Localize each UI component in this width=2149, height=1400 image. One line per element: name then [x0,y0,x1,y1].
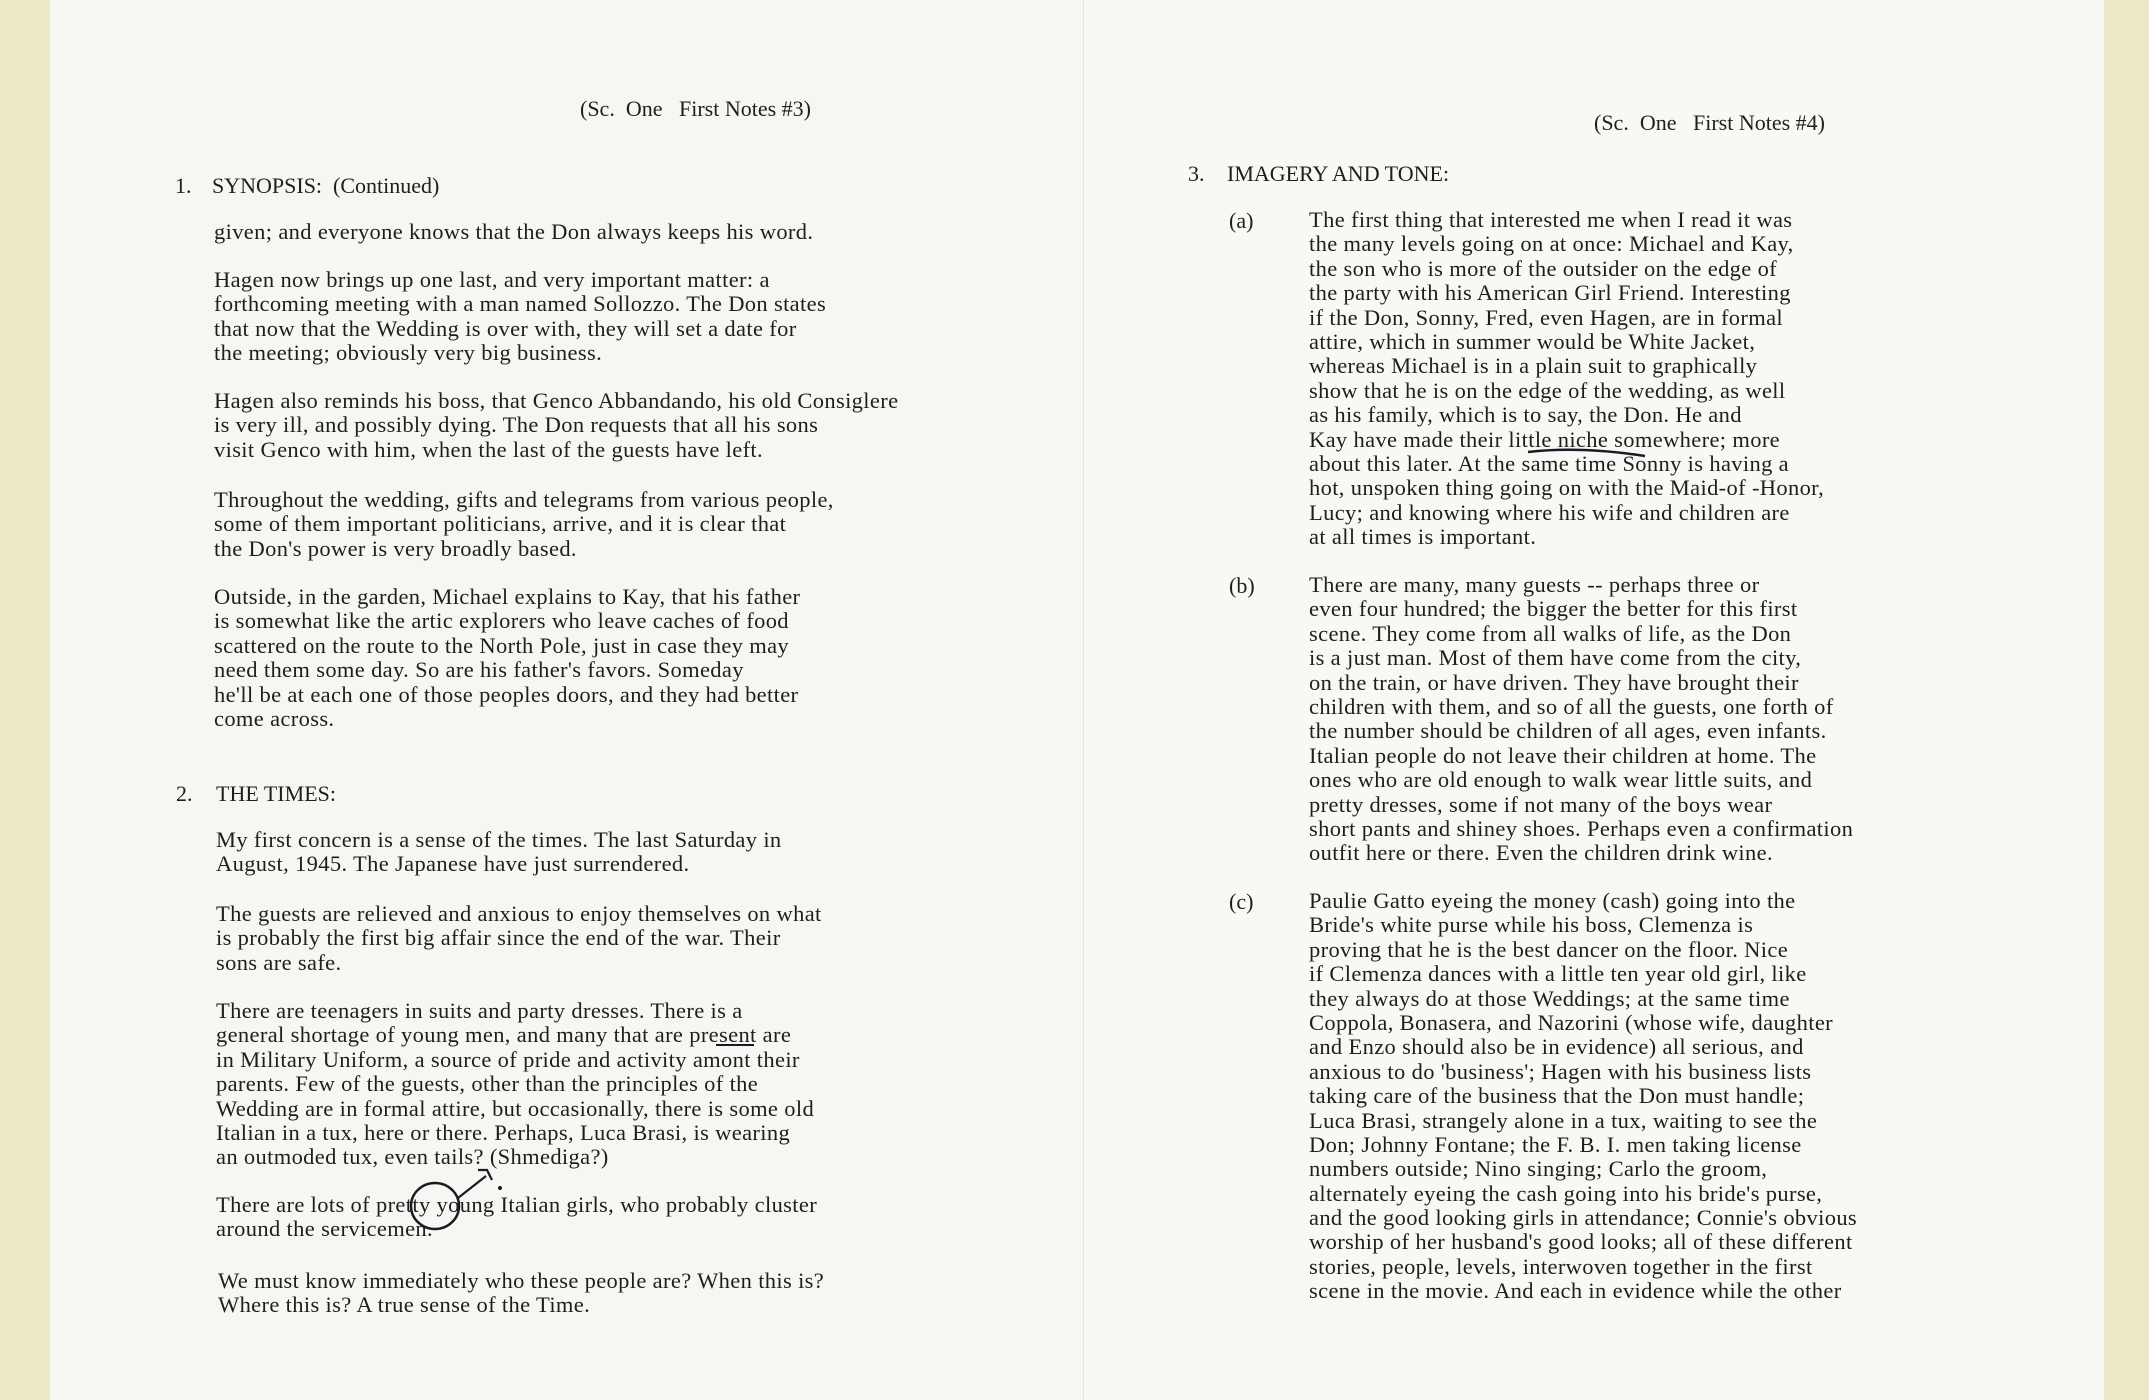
text-line: is very ill, and possibly dying. The Don requests that all his sons [214,412,819,438]
text-line: the meeting; obviously very big business. [214,340,603,366]
text-line: some of them important politicians, arrive, and it is clear that [214,511,787,537]
text-line: Outside, in the garden, Michael explains to Kay, that his father [214,584,801,609]
text-line: stories, people, levels, interwoven together in the first [1309,1253,1813,1279]
text-line: Don; Johnny Fontane; the F. B. I. men taking license [1309,1131,1802,1157]
text-line: even four hundred; the bigger the better for this first [1309,596,1798,622]
text-line: pretty dresses, some if not many of the boys wear [1309,791,1773,817]
text-line: There are many, many guests -- perhaps three or [1309,572,1760,597]
text-line: in Military Uniform, a source of pride and activity amont their [216,1046,800,1072]
text-line: whereas Michael is in a plain suit to graphically [1309,353,1758,379]
text-line: children with them, and so of all the guests, one forth of [1309,693,1834,719]
text-line: Luca Brasi, strangely alone in a tux, waiting to see the [1309,1107,1818,1133]
text-line: My first concern is a sense of the times. The last Saturday in [216,827,782,852]
section-title: SYNOPSIS: (Continued) [212,173,440,198]
paragraph [214,585,800,731]
text-line: is somewhat like the artic explorers who leave caches of food [214,608,789,634]
text-line: Kay have made their little niche somewhere; more [1309,426,1780,452]
text-line: Lucy; and knowing where his wife and children are [1309,499,1790,525]
item-text [1309,889,1857,1304]
text-line: need them some day. So are his father's favors. Someday [214,657,744,683]
text-line: as his family, which is to say, the Don. He and [1309,402,1742,428]
text-line: anxious to do 'business'; Hagen with his business lists [1309,1058,1812,1084]
text-line: alternately eyeing the cash going into his bride's purse, [1309,1180,1823,1206]
text-line: August, 1945. The Japanese have just surrendered. [216,851,690,877]
text-line: parents. Few of the guests, other than the principles of the [216,1071,759,1097]
text-line: scene in the movie. And each in evidence while the other [1309,1278,1842,1304]
section-number: 2. [176,781,193,806]
paragraph [216,999,814,1170]
text-line: Where this is? A true sense of the Time. [218,1292,591,1318]
text-line: Hagen now brings up one last, and very important matter: a [214,267,770,292]
text-line: an outmoded tux, even tails? (Shmediga?) [216,1144,609,1170]
text-line: proving that he is the best dancer on the floor. Nice [1309,936,1789,962]
text-line: The guests are relieved and anxious to enjoy themselves on what [216,901,822,926]
item-label: (c) [1229,889,1254,914]
text-line: taking care of the business that the Don must handle; [1309,1083,1805,1109]
section-title: IMAGERY AND TONE: [1227,161,1450,186]
text-line: The first thing that interested me when I read it was [1309,207,1793,232]
text-line: if Clemenza dances with a little ten year old girl, like [1309,961,1807,987]
paragraph [216,1193,817,1242]
paragraph [216,828,782,877]
text-line: hot, unspoken thing going on with the Maid-of -Honor, [1309,475,1825,501]
text-line: given; and everyone knows that the Don always keeps his word. [214,219,814,244]
text-line: ones who are old enough to walk wear little suits, and [1309,767,1813,793]
paragraph [216,902,822,975]
text-line: and Enzo should also be in evidence) all serious, and [1309,1034,1804,1060]
text-line: We must know immediately who these people are? When this is? [218,1268,825,1293]
item-text [1309,573,1853,866]
paragraph [214,268,826,366]
text-line: they always do at those Weddings; at the same time [1309,985,1790,1011]
text-line: around the servicemen. [216,1216,433,1242]
text-line: that now that the Wedding is over with, they will set a date for [214,315,797,341]
section-title: THE TIMES: [216,781,336,806]
text-line: at all times is important. [1309,524,1537,550]
text-line: if the Don, Sonny, Fred, even Hagen, are in formal [1309,304,1784,330]
text-line: attire, which in summer would be White Jacket, [1309,328,1756,354]
text-line: sons are safe. [216,949,342,975]
text-line: is probably the first big affair since the end of the war. Their [216,925,781,951]
text-line: outfit here or there. Even the children drink wine. [1309,840,1773,866]
item-text [1309,208,1824,549]
item-label: (a) [1229,208,1254,233]
text-line: the many levels going on at once: Michael and Kay, [1309,231,1794,257]
text-line: numbers outside; Nino singing; Carlo the groom, [1309,1156,1768,1182]
text-line: on the train, or have driven. They have brought their [1309,669,1799,695]
text-line: scene. They come from all walks of life, as the Don [1309,620,1792,646]
paragraph [214,488,834,561]
page-header-right: (Sc. One First Notes #4) [1594,110,1825,135]
text-line: Italian in a tux, here or there. Perhaps, Luca Brasi, is wearing [216,1119,791,1145]
paragraph [214,389,898,462]
paragraph [214,220,813,244]
section-number: 1. [175,173,192,198]
text-line: general shortage of young men, and many that are present are [216,1022,792,1048]
text-line: the son who is more of the outsider on the edge of [1309,255,1778,281]
text-line: visit Genco with him, when the last of the guests have left. [214,436,764,462]
text-line: forthcoming meeting with a man named Sollozzo. The Don states [214,291,827,317]
text-line: There are teenagers in suits and party dresses. There is a [216,998,743,1023]
text-line: Hagen also reminds his boss, that Genco Abbandando, his old Consiglere [214,388,899,413]
text-line: is a just man. Most of them have come from the city, [1309,645,1802,671]
text-line: come across. [214,705,335,731]
text-line: Throughout the wedding, gifts and telegrams from various people, [214,487,834,512]
text-line: the Don's power is very broadly based. [214,535,577,561]
text-line: short pants and shiney shoes. Perhaps even a confirmation [1309,815,1854,841]
text-line: Coppola, Bonasera, and Nazorini (whose wife, daughter [1309,1009,1834,1035]
text-line: Wedding are in formal attire, but occasionally, there is some old [216,1095,815,1121]
item-label: (b) [1229,573,1255,598]
text-line: Paulie Gatto eyeing the money (cash) going into the [1309,888,1796,913]
text-line: the party with his American Girl Friend. Interesting [1309,280,1791,306]
page-header-left: (Sc. One First Notes #3) [580,96,811,121]
text-line: he'll be at each one of those peoples doors, and they had better [214,681,799,707]
text-line: worship of her husband's good looks; all of these different [1309,1229,1853,1255]
text-line: scattered on the route to the North Pole, just in case they may [214,632,790,658]
text-line: Italian people do not leave their children at home. The [1309,742,1817,768]
text-line: and the good looking girls in attendance; Connie's obvious [1309,1205,1858,1231]
text-line: show that he is on the edge of the wedding, as well [1309,377,1786,403]
text-line: about this later. At the same time Sonny is having a [1309,450,1790,476]
text-line: There are lots of pretty young Italian girls, who probably cluster [216,1192,818,1217]
text-line: Bride's white purse while his boss, Clemenza is [1309,912,1754,938]
section-number: 3. [1188,161,1205,186]
text-line: the number should be children of all ages, even infants. [1309,718,1827,744]
paragraph [218,1269,824,1318]
